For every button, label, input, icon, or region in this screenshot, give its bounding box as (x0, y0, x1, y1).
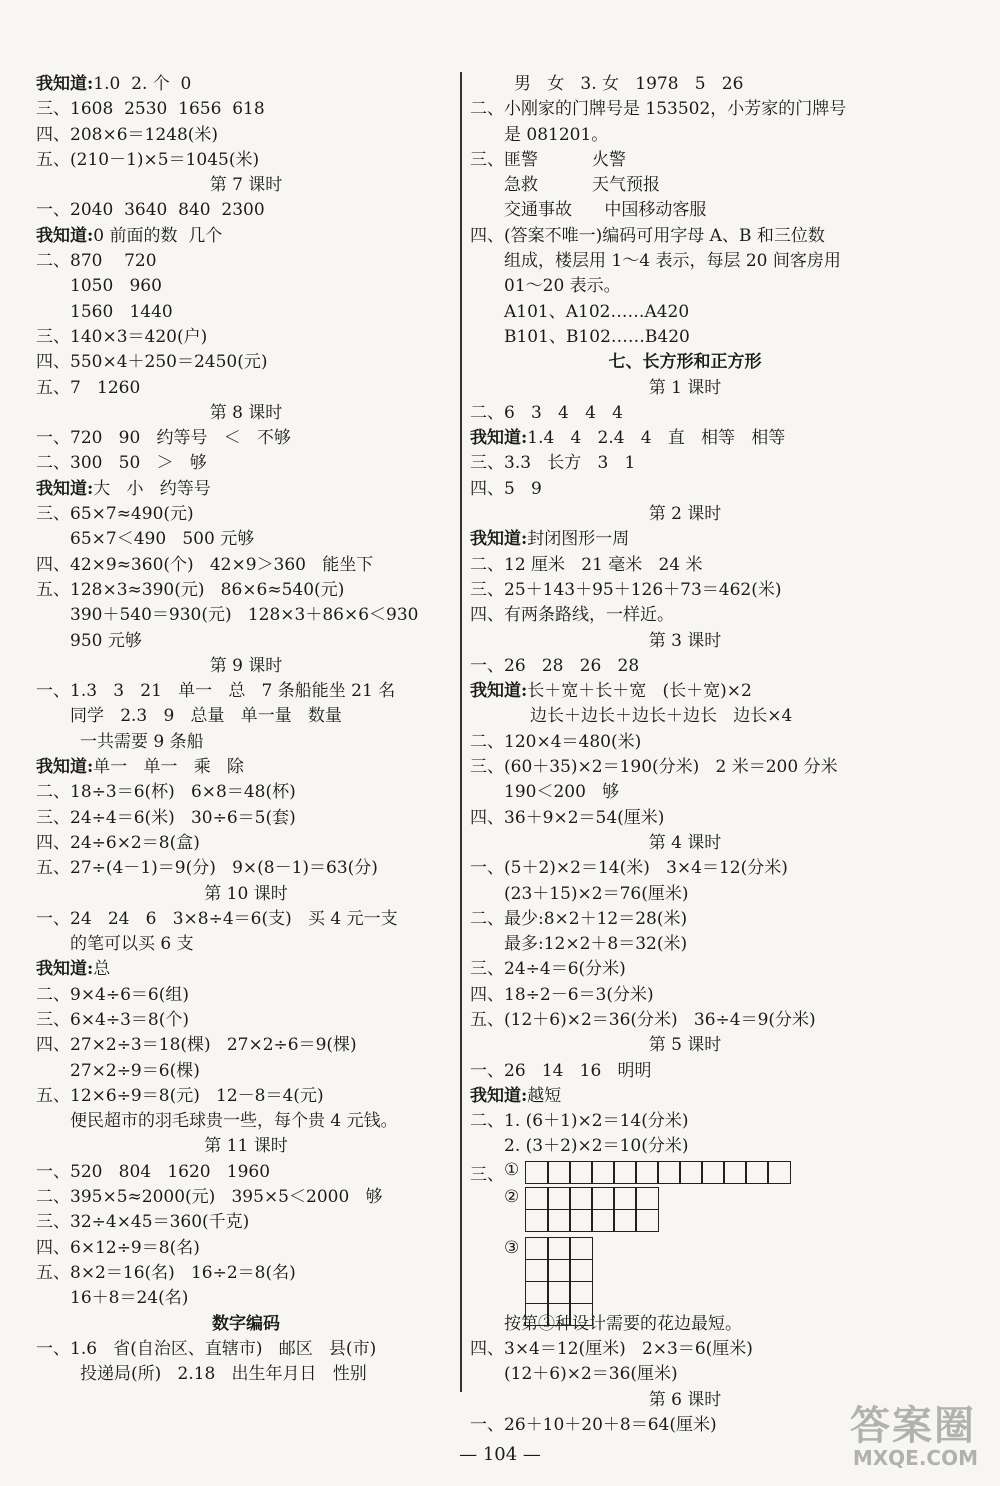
left_column-line: 三、24÷4＝6(米) 30÷6＝5(套) (36, 807, 296, 828)
left_column-line: 二、18÷3＝6(杯) 6×8＝48(杯) (36, 782, 296, 803)
left_column-line: 一、720 90 约等号 ＜ 不够 (36, 428, 291, 449)
right_column_top-line: 七、长方形和正方形 (608, 352, 762, 373)
right_column_top-line: 第 5 课时 (648, 1035, 722, 1056)
left_column-line: 二、300 50 ＞ 够 (36, 453, 207, 474)
right_column_top-line: 男 女 3. 女 1978 5 26 (514, 74, 744, 94)
left_column-line: 1560 1440 (70, 301, 173, 322)
left_column-line: 的笔可以买 6 支 (70, 934, 194, 955)
right_column_top-line: 最多:12×2＋8＝32(米) (504, 934, 688, 955)
right_column_top-line: 01～20 表示。 (504, 276, 621, 297)
right_column_top-line: 第 1 课时 (648, 377, 722, 398)
grid-shape (526, 1162, 790, 1184)
left_column-line: 27×2÷9＝6(棵) (70, 1060, 200, 1081)
grid-prefix: 三、 (470, 1164, 504, 1185)
right_column_top-line: 四、(答案不唯一)编码可用字母 A、B 和三位数 (470, 225, 825, 246)
right_column_top-line: 二、6 3 4 4 4 (470, 402, 623, 423)
left_column-line: 四、24÷6×2＝8(盒) (36, 832, 200, 853)
right_column_top-line: 2. (3＋2)×2＝10(分米) (504, 1136, 689, 1157)
right_column_top-line: 我知道:长＋宽＋长＋宽 (长＋宽)×2 (470, 681, 752, 702)
left_column-line: 二、9×4÷6＝6(组) (36, 984, 190, 1005)
left_column-line: 一、2040 3640 840 2300 (36, 200, 265, 221)
watermark-logo (822, 1400, 982, 1470)
column-divider (460, 72, 462, 1392)
right_column_bottom-line: (12＋6)×2＝36(厘米) (504, 1364, 678, 1385)
right_column_top-line: 一、26 14 16 明明 (470, 1060, 652, 1081)
right_column_top-line: 五、(12＋6)×2＝36(分米) 36÷4＝9(分米) (470, 1009, 816, 1030)
right_column_bottom-line: 按第③种设计需要的花边最短。 (504, 1313, 742, 1334)
left_column-line: 五、(210－1)×5＝1045(米) (36, 149, 260, 170)
left_column-line: 一、1.3 3 21 单一 总 7 条船能坐 21 名 (36, 681, 396, 702)
left_column-line: 16＋8＝24(名) (70, 1288, 189, 1309)
left_column-line: 我知道:单一 单一 乘 除 (36, 757, 244, 778)
right_column_top-line: (23＋15)×2＝76(厘米) (504, 883, 689, 904)
left_column-line: 五、27÷(4－1)＝9(分) 9×(8－1)＝63(分) (36, 858, 378, 879)
left_column-line: 五、128×3≈390(元) 86×6≈540(元) (36, 579, 345, 600)
left_column-line: 我知道:0 前面的数 几个 (36, 225, 223, 246)
left_column-line: 第 10 课时 (204, 883, 288, 904)
grid-label-2: ② (504, 1186, 520, 1207)
left_column-line: 投递局(所) 2.18 出生年月日 性别 (80, 1364, 367, 1385)
right_column_top-line: 二、最少:8×2＋12＝28(米) (470, 908, 688, 929)
watermark-title: 答案圈 (850, 1403, 976, 1449)
left_column-line: 四、6×12÷9＝8(名) (36, 1237, 200, 1258)
right_column_top-line: 四、有两条路线，一样近。 (470, 605, 674, 626)
grid-shape (526, 1188, 658, 1232)
right_column_top-line: 第 2 课时 (648, 504, 722, 525)
right_column_top-line: 一、26 28 26 28 (470, 655, 640, 676)
left_column-line: 三、6×4÷3＝8(个) (36, 1009, 190, 1030)
left_column-line: 我知道:1.0 2. 个 0 (36, 74, 192, 94)
left_column-line: 三、32÷4×45＝360(千克) (36, 1212, 250, 1233)
left_column-line: 三、140×3＝420(户) (36, 326, 208, 347)
right-column-top (470, 72, 900, 1160)
left_column-line: 便民超市的羽毛球贵一些，每个贵 4 元钱。 (70, 1111, 398, 1132)
right-column (470, 72, 900, 1438)
right_column_top-line: 190＜200 够 (504, 782, 620, 803)
grid-shape (526, 1238, 592, 1326)
left_column-line: 390＋540＝930(元) 128×3＋86×6＜930 (70, 605, 419, 626)
left_column-line: 65×7＜490 500 元够 (70, 529, 255, 550)
left_column-line: 一、24 24 6 3×8÷4＝6(支) 买 4 元一支 (36, 908, 398, 929)
right_column_top-line: 四、5 9 (470, 478, 542, 499)
left_column-line: 四、42×9≈360(个) 42×9＞360 能坐下 (36, 554, 374, 575)
right_column_top-line: 二、12 厘米 21 毫米 24 米 (470, 554, 703, 575)
left_column-line: 四、27×2÷3＝18(棵) 27×2÷6＝9(棵) (36, 1035, 357, 1056)
left_column-line: 数字编码 (212, 1313, 280, 1334)
left_column-line: 950 元够 (70, 630, 142, 651)
right_column_bottom-line: 四、3×4＝12(厘米) 2×3＝6(厘米) (470, 1339, 753, 1360)
right_column_top-line: 二、120×4＝480(米) (470, 731, 642, 752)
left_column-line: 第 8 课时 (209, 402, 283, 423)
left_column-line: 第 9 课时 (209, 655, 283, 676)
page-number: — 104 — (459, 1444, 541, 1465)
left_column-line: 五、7 1260 (36, 377, 141, 398)
right_column_top-line: 急救 天气预报 (504, 175, 661, 196)
left-column (36, 72, 456, 1387)
right_column_top-line: 第 3 课时 (648, 630, 722, 651)
left_column-line: 三、65×7≈490(元) (36, 504, 194, 525)
right_column_top-line: 三、25＋143＋95＋126＋73＝462(米) (470, 579, 782, 600)
left_column-line: 四、550×4＋250＝2450(元) (36, 352, 268, 373)
left_column-line: 三、1608 2530 1656 618 (36, 99, 265, 120)
left_column-line: 四、208×6＝1248(米) (36, 124, 219, 145)
right_column_top-line: 我知道:封闭图形一周 (470, 529, 630, 550)
left_column-line: 同学 2.3 9 总量 单一量 数量 (70, 706, 342, 727)
right_column_top-line: 三、匪警 火警 (470, 149, 627, 170)
right_column_top-line: 交通事故 中国移动客服 (504, 200, 707, 221)
right_column_top-line: 三、24÷4＝6(分米) (470, 959, 626, 980)
right_column_top-line: B101、B102……B420 (504, 326, 690, 347)
left_column-line: 五、12×6÷9＝8(元) 12－8＝4(元) (36, 1085, 324, 1106)
right_column_top-line: 四、36＋9×2＝54(厘米) (470, 807, 665, 828)
left_column-line: 第 7 课时 (209, 175, 283, 196)
perimeter-grid-figure (470, 1160, 900, 1312)
left_column-line: 二、870 720 (36, 251, 157, 272)
left_column-line: 我知道:总 (36, 959, 111, 980)
left_column-line: 一、1.6 省(自治区、直辖市) 邮区 县(市) (36, 1338, 377, 1359)
right_column_top-line: 一、(5＋2)×2＝14(米) 3×4＝12(分米) (470, 858, 788, 879)
left_column-line: 我知道:大 小 约等号 (36, 478, 211, 499)
watermark-url: MXQE.COM (852, 1446, 978, 1470)
left_column-line: 五、8×2＝16(名) 16÷2＝8(名) (36, 1262, 296, 1283)
right_column_top-line: 三、(60＋35)×2＝190(分米) 2 米＝200 分米 (470, 757, 838, 778)
right_column_bottom-line: 一、26＋10＋20＋8＝64(厘米) (470, 1414, 717, 1435)
right_column_top-line: 是 081201。 (504, 124, 609, 145)
right_column_top-line: 四、18÷2－6＝3(分米) (470, 984, 654, 1005)
right_column_bottom-line: 第 6 课时 (648, 1389, 722, 1410)
grid-label-3: ③ (504, 1237, 520, 1258)
right_column_top-line: 边长＋边长＋边长＋边长 边长×4 (530, 706, 793, 727)
left_column-line: 一、520 804 1620 1960 (36, 1161, 271, 1182)
right_column_top-line: 我知道:1.4 4 2.4 4 直 相等 相等 (470, 428, 786, 449)
right_column_top-line: A101、A102……A420 (504, 301, 690, 322)
right_column_top-line: 组成，楼层用 1～4 表示，每层 20 间客房用 (504, 251, 841, 272)
grid-label-1: ① (504, 1159, 520, 1180)
left_column-line: 二、395×5≈2000(元) 395×5＜2000 够 (36, 1187, 383, 1208)
right_column_top-line: 二、1. (6＋1)×2＝14(分米) (470, 1111, 689, 1132)
right_column_top-line: 二、小刚家的门牌号是 153502，小芳家的门牌号 (470, 99, 847, 120)
right_column_top-line: 第 4 课时 (648, 832, 722, 853)
left_column-line: 一共需要 9 条船 (80, 731, 204, 752)
left_column-line: 第 11 课时 (204, 1136, 288, 1157)
right_column_top-line: 我知道:越短 (470, 1085, 562, 1106)
left_column-line: 1050 960 (70, 276, 162, 297)
right_column_top-line: 三、3.3 长方 3 1 (470, 453, 636, 474)
